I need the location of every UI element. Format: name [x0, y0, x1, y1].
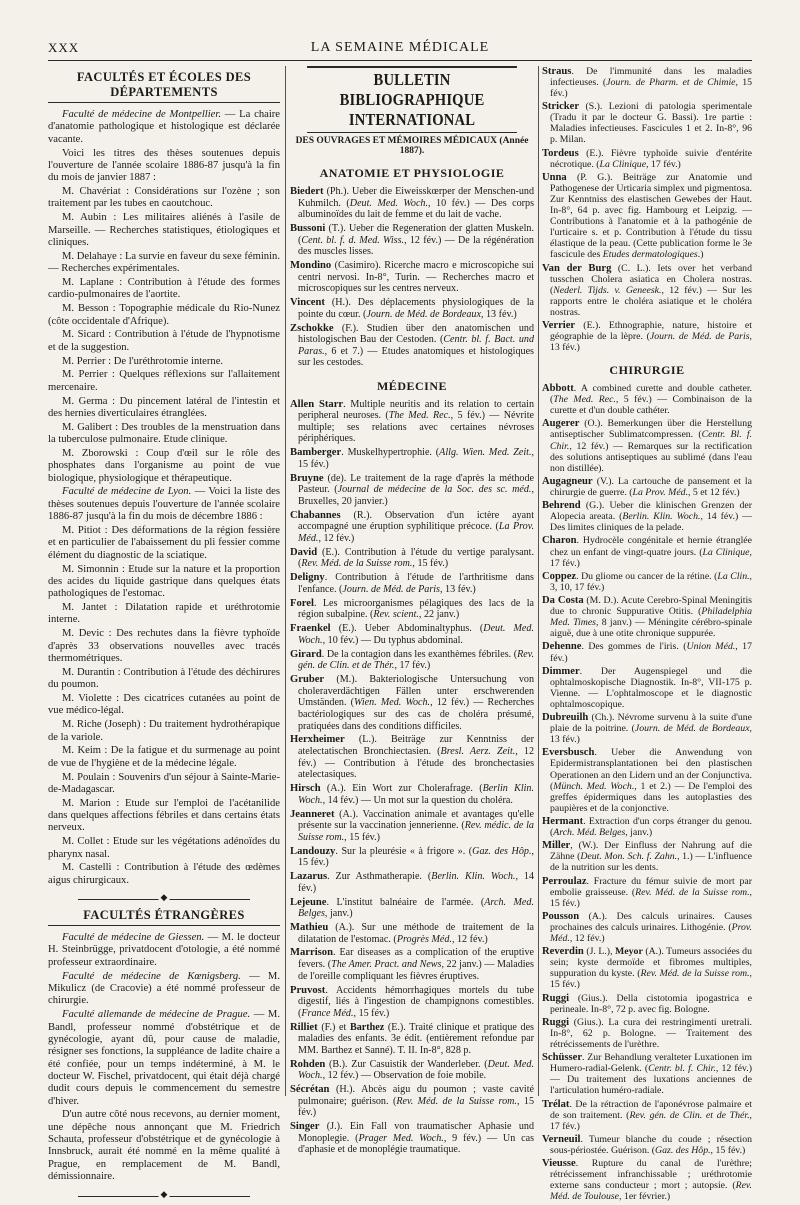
- entry-author: Dehenne: [542, 641, 582, 653]
- bibliography-entry: [542, 383, 752, 416]
- bibliography-entry: [542, 641, 752, 663]
- faculty-paragraph: M. Perrier : Quelques réflexions sur l'allaitement mercenaire.: [48, 369, 280, 393]
- faculty-paragraph: M. Violette : Des cicatrices cutanées au point de vue médico-légal.: [48, 692, 280, 717]
- entry-text: . Accidents hémorrhagiques mortels du tube digestif, liés à l'ingestion de champignons comestibles. (France Méd., 15 fév.): [298, 984, 534, 1019]
- faculty-paragraph: M. Collet : Etude sur les végétations adénoïdes du pharynx nasal.: [48, 836, 280, 860]
- faculty-paragraph: M. Zborowski : Coup d'œil sur le rôle des phosphates dans l'organisme au point de vue biologique, physiologique et thérapeutique.: [48, 447, 280, 484]
- entry-text: (T.). Ueber die Regeneration der glatten Muskeln. (Cent. bl. f. d. Med. Wiss., 12 fév.) — De la régénération des muscles lisses.: [298, 223, 534, 258]
- entry-author: Lejeune: [290, 896, 327, 908]
- entry-author: Lazarus: [290, 871, 328, 883]
- bibliography-entry: [542, 1017, 752, 1050]
- bibliography-entry: [290, 510, 534, 545]
- entry-text: (V.). La cartouche de pansement et la chirurgie de guerre. (La Prov. Méd., 5 et 12 fév.): [550, 475, 752, 498]
- bibliography-entry: [290, 1059, 534, 1082]
- journal-title: LA SEMAINE MÉDICALE: [310, 40, 490, 55]
- bibliography-entry: [542, 172, 752, 260]
- entry-text: (Gius.). La cura dei restringimenti uretrali. In-8°, 62 p. Bologne. — Traitement des rétrécissements de l'urèthre.: [550, 1016, 752, 1050]
- entry-author: Schüsser: [542, 1052, 583, 1064]
- entry-author: Zschokke: [290, 322, 334, 334]
- bibliography-entry: [542, 476, 752, 498]
- bibliography-entry: [542, 1134, 752, 1156]
- bibliography-entry: [290, 547, 534, 570]
- entry-author: Fraenkel: [290, 623, 331, 635]
- entry-text: . De l'immunité dans les maladies infectieuses. (Journ. de Pharm. et de Chimie, 15 fév.): [550, 66, 752, 100]
- entry-author: Trélat: [542, 1098, 570, 1110]
- entry-author: Miller: [542, 840, 571, 852]
- entry-text: (A.). Vaccination animale et avantages qu'elle présente sur la vaccination jennerienne. (Rev. médic. de la Suisse rom., 15 fév.): [298, 808, 534, 843]
- category-medecine-list: [290, 399, 534, 1156]
- entry-text: . Des gommes de l'iris. (Union Méd., 17 fév.): [550, 641, 752, 664]
- bibliography-entry: [542, 535, 752, 568]
- faculty-paragraph: Faculté de médecine de Kœnigsberg. — M. Mikulicz (de Cracovie) a été nommé professeur de chirurgie.: [48, 970, 280, 1007]
- bibliography-entry: [290, 1022, 534, 1057]
- entry-text: . A combined curette and double catheter. (The Med. Rec., 5 fév.) — Combinaison de la curette et d'un double cathéter.: [550, 383, 752, 417]
- entry-text: (E.). Contribution à l'étude du vertige paralysant. (Rev. Méd. de la Suisse rom., 15 fév.): [298, 546, 534, 570]
- entry-author: Rohden: [290, 1058, 326, 1070]
- entry-author: Verneuil: [542, 1133, 581, 1145]
- entry-text: (R.). Observation d'un ictère ayant accompagné une éruption syphilitique précoce. (La Prov. Méd., 12 fév.): [298, 509, 534, 544]
- faculty-paragraph: Faculté de médecine de Montpellier. — La chaire d'anatomie pathologique et histologique est déclarée vacante.: [48, 109, 281, 145]
- faculty-paragraph: M. Perrier : De l'uréthrotomie interne.: [62, 355, 224, 367]
- entry-text: (Ph.). Ueber die Eiweisskœrper der Menschen-und Kuhmilch. (Deut. Med. Woch., 10 fév.) — Des corps albuminoïdes du lait de femme et du lait de vache.: [298, 186, 535, 221]
- bibliography-entry: [290, 1121, 534, 1156]
- entry-text: (C. L.). Iets over het verband tusschen Cholera asiatica en Cholera nostras. (Nederl. Tijds. v. Geneesk., 12 fév.) — Sur les rapports entre le choléra asiatique et le choléra nostras.: [550, 262, 752, 318]
- bibliography-entry: [290, 809, 534, 844]
- faculty-paragraph: M. Laplane : Contribution à l'étude des formes cardio-pulmonaires de l'aortite.: [48, 276, 280, 301]
- entry-author: Biedert: [290, 186, 324, 197]
- entry-author: Augagneur: [542, 475, 593, 487]
- entry-text: . Multiple neuritis and its relation to certain peripheral neuroses. (The Med. Rec., 5 fév.) — Névrite multiple; ses relations avec certaines névroses périphériques.: [298, 398, 534, 445]
- section-divider: [78, 896, 250, 902]
- entry-text: . Sur la pleurésie « à frigore ». (Gaz. des Hôp., 15 fév.): [298, 845, 534, 869]
- entry-author: Stricker: [542, 101, 580, 113]
- bibliography-entry: [290, 186, 534, 221]
- faculty-paragraph: M. Marion : Etude sur l'emploi de l'acétanilide dans quelques affections fébriles et dans certains états nerveux.: [48, 797, 280, 834]
- entry-author: Vincent: [290, 297, 325, 309]
- bibliography-entry: [290, 399, 534, 445]
- bibliography-entry: [290, 260, 534, 295]
- entry-text: . Tumeur blanche du coude ; résection sous-périostée. Guérison. (Gaz. des Hôp., 15 fév.): [550, 1133, 752, 1156]
- section-etrangeres-body: [48, 932, 280, 1183]
- entry-text: (S.). Lezioni di patologia sperimentale (Tradu it par le docteur G. Bassi). 1re partie : Maladies infectieuses. Fascicules 1 et 2. In-8°, 96 p. Milan.: [550, 101, 752, 146]
- faculty-paragraph: D'un autre côté nous recevons, au dernier moment, une dépêche nous annonçant que M. Friedrich Schauta, professeur d'obstétrique et de gynécologie à Innsbruck, aurait été nommé en la même qualité à Prague, en remplacement de M. Bandl, démissionnaire.: [48, 1109, 280, 1183]
- bibliography-entry: [290, 783, 534, 806]
- entry-text: . L'institut balnéaire de l'armée. (Arch. Med. Belges, janv.): [298, 896, 534, 920]
- category-title-medecine: MÉDECINE: [376, 378, 447, 393]
- bibliography-entry: [290, 598, 534, 621]
- entry-author: Vieusse: [542, 1158, 576, 1170]
- entry-text: . Muskelhypertrophie. (Allg. Wien. Med. Zeit., 15 fév.): [298, 447, 535, 470]
- entry-author: Bamberger: [290, 447, 342, 459]
- entry-author: Bussoni: [290, 223, 326, 235]
- bibliography-entry: [290, 473, 534, 508]
- bibliography-entry: [542, 946, 752, 990]
- entry-text: (B.). Zur Casuistik der Wanderleber. (Deut. Med. Woch., 12 fév.) — Observation de foie mobile.: [298, 1058, 534, 1082]
- entry-author: Mondino: [290, 260, 332, 272]
- bibliography-entry: [542, 101, 752, 145]
- bibliography-entry: [542, 148, 752, 170]
- entry-author: Reverdin: [542, 946, 584, 958]
- entry-author: Charon: [542, 535, 577, 547]
- entry-author: Deligny: [290, 572, 325, 584]
- entry-text: (O.). Bemerkungen über die Herstellung antiseptischer Sublimatcompressen. (Centr. Bl. f. Chir., 12 fév.) — Remarques sur la rectification des solutions antiseptiques au sublimé (dans l'eau non distillée).: [550, 418, 753, 474]
- entry-author: Girard: [290, 648, 322, 660]
- bibliography-entry: [290, 947, 534, 982]
- faculty-paragraph: M. Chavériat : Considérations sur l'ozène ; son traitement par les tubes en caoutchouc.: [48, 186, 280, 210]
- bibliography-entry: [542, 320, 752, 353]
- bibliography-entry: [290, 572, 534, 595]
- entry-text: . De la contagion dans les exanthèmes fébriles. (Rev. gén. de Clin. et de Thér., 17 fév.): [298, 648, 534, 672]
- faculty-paragraph: Faculté de médecine de Lyon. — Voici la liste des thèses soutenues depuis l'ouverture de l'année scolaire 1886-87 jusqu'à la fin du mois de décembre 1886 :: [48, 486, 280, 523]
- entry-text: (H.). Des déplacements physiologiques de la pointe du cœur. (Journ. de Méd. de Bordeaux, 13 fév.): [298, 297, 534, 320]
- bibliography-entry: [542, 595, 752, 639]
- entry-author: Coppez: [542, 570, 577, 582]
- entry-text: (A.). Des calculs urinaires. Causes prochaines des calculs urinaires. Lithogénie. (Prov. Méd., 12 fév.): [550, 910, 752, 944]
- category-title-chirurgie: CHIRURGIE: [609, 363, 685, 378]
- entry-author: Perroulaz: [542, 875, 587, 887]
- faculty-paragraph: M. Aubin : Les militaires aliénés à l'asile de Marseille. — Recherches statistiques, étiologiques et cliniques.: [48, 212, 280, 248]
- category-anatomie-list: [290, 186, 534, 369]
- entry-text: . Der Augenspiegel und die ophtalmoskopische Diagnostik. In-8°, VII-175 p. Vienne. — L'ophtalmoscope et le diagnostic ophtalmoscopique.: [550, 665, 752, 710]
- entry-author: Dubreuilh: [542, 712, 589, 724]
- faculty-paragraph: M. Castelli : Contribution à l'étude des œdèmes aigus chirurgicaux.: [48, 862, 280, 886]
- entry-text: (J. L.), Meyor (A.). Tumeurs associées du sein; kyste dermoïde et fibromes multiples, suppuration du kyste. (Rev. Méd. de la Suisse rom., 15 fév.): [550, 946, 752, 991]
- entry-author: Hermant: [542, 815, 584, 827]
- section-divider: [78, 1193, 250, 1199]
- bulletin-title: BULLETIN BIBLIOGRAPHIQUE INTERNATIONAL: [307, 66, 517, 133]
- page-number: XXX: [48, 40, 80, 55]
- entry-author: Dimmer: [542, 665, 580, 677]
- bibliography-entry: [542, 66, 752, 99]
- faculty-paragraph: M. Besson : Topographie médicale du Rio-Nunez (côte occidentale d'Afrique).: [48, 303, 280, 327]
- entry-text: (M. D.). Acute Cerebro-Spinal Meningitis due to chronic Suppurative Otitis. (Philadelphia Med. Times, 8 janv.) — Méningite cérébro-spinale aiguë, due à une otite chronique suppurée.: [550, 595, 753, 640]
- bibliography-entry: [290, 674, 534, 732]
- bibliography-entry: [290, 871, 534, 894]
- faculty-paragraph: M. Poulain : Souvenirs d'un séjour à Sainte-Marie-de-Madagascar.: [48, 771, 280, 795]
- bibliography-entry: [542, 816, 752, 838]
- entry-text: (F.) et Barthez (E.). Traité clinique et pratique des maladies des enfants. 3e édit. (entièrement refondue par MM. Barthez et Sanné). T. II. In-8°, 828 p.: [298, 1021, 534, 1056]
- bibliography-entry: [542, 840, 752, 873]
- entry-text: , (W.). Der Einfluss der Nahrung auf die Zähne (Deut. Mon. Sch. f. Zahn., 1.) — L'influence de la nutrition sur les dents.: [550, 840, 752, 874]
- faculty-paragraph: Voici les titres des thèses soutenues depuis l'ouverture de l'année scolaire 1886-87 jusqu'à la fin du mois de janvier 1887 :: [48, 147, 280, 184]
- entry-author: Allen Starr: [290, 398, 344, 410]
- faculty-paragraph: Faculté allemande de médecine de Prague. — M. Bandl, professeur nommé d'obstétrique et de gynécologie, ayant dû, pour cause de maladie, résigner ses fonctions, la suppléance de ladite chaire a été confiée, pour un temps indéterminé, à M. le docteur W. Fischel, privatdocent, qui était déjà chargé dudit cours depuis le commencement du semestre d'hiver.: [48, 1009, 280, 1107]
- entry-author: Hirsch: [290, 783, 321, 795]
- bibliography-entry: [290, 223, 534, 258]
- bibliography-entry: [542, 263, 752, 318]
- entry-author: Ruggi: [542, 1016, 570, 1028]
- bibliography-entry: [290, 985, 534, 1020]
- bibliography-entry: [290, 447, 534, 470]
- bulletin-subtitle: DES OUVRAGES ET MÉMOIRES MÉDICAUX (Année 1887).: [295, 136, 529, 156]
- entry-text: . Les microorganismes pélagiques des lacs de la région subalpine. (Rev. scient., 22 janv.): [298, 597, 534, 621]
- entry-author: Pousson: [542, 910, 580, 922]
- entry-text: . Ear diseases as a complication of the eruptive fevers. (The Amer. Pract. and News, 22 janv.) — Maladies de l'oreille compliquant les fièvres éruptives.: [298, 947, 534, 982]
- entry-author: Landouzy: [290, 845, 336, 857]
- entry-author: Marrison: [290, 947, 333, 959]
- bibliography-entry: [290, 297, 534, 320]
- section-title-etrangeres: FACULTÉS ÉTRANGÈRES: [48, 908, 280, 926]
- medecine-continued-list: [542, 66, 752, 353]
- entry-text: . Fracture du fémur suivie de mort par embolie graisseuse. (Rev. Méd. de la Suisse rom., 15 fév.): [550, 875, 752, 909]
- entry-author: Bruyne: [290, 472, 324, 484]
- entry-text: (M.). Bakteriologische Untersuchung von choleraverdächtigen Fällen unter erschwerenden Umständen. (Wien. Med. Woch., 12 fév.) — Recherches bactériologiques sur des cas de choléra présumé, pratiquées dans des conditions difficiles.: [298, 674, 534, 732]
- entry-text: . Du gliome ou cancer de la rétine. (La Clin., 3, 10, 17 fév.): [550, 570, 752, 593]
- bibliography-entry: [542, 666, 752, 710]
- entry-author: Da Costa: [542, 595, 584, 607]
- bibliography-entry: [542, 747, 752, 813]
- entry-text: (H.). Abcès aigu du poumon ; vaste cavité pulmonaire; guérison. (Rev. Méd. de la Suisse rom., 15 fév.): [298, 1084, 534, 1119]
- column-bulletin: [290, 66, 534, 1158]
- entry-text: (de). Le traitement de la rage d'après la méthode Pasteur. (Journal de médecine de la Soc. des sc. méd., Bruxelles, 20 janvier.): [298, 472, 534, 507]
- entry-author: Verrier: [542, 319, 576, 331]
- entry-author: Gruber: [290, 674, 325, 686]
- entry-text: (A.). Ein Wort zur Cholerafrage. (Berlin Klin. Woch., 14 fév.) — Un mot sur la question du choléra.: [298, 783, 534, 806]
- column-faculties: [48, 66, 280, 1205]
- entry-author: Behrend: [542, 500, 581, 512]
- entry-text: (E.). Ethnographie, nature, histoire et géographie de la lèpre. (Journ. de Méd. de Paris, 13 fév.): [550, 319, 752, 354]
- faculty-paragraph: M. Jantet : Dilatation rapide et uréthrotomie interne.: [48, 602, 280, 626]
- bibliography-entry: [290, 1084, 534, 1119]
- entry-author: Eversbusch: [542, 747, 595, 759]
- faculty-paragraph: M. Devic : Des rechutes dans la fièvre typhoïde d'après 33 observations nouvelles avec tracés thermométriques.: [48, 628, 280, 664]
- entry-author: Jeanneret: [290, 808, 335, 820]
- entry-author: Singer: [290, 1121, 320, 1133]
- entry-author: Chabannes: [290, 509, 341, 521]
- entry-author: Straus: [542, 66, 572, 77]
- entry-text: (F.). Studien über den anatomischen und histologischen Bau der Cestoden. (Centr. bl. f. Bact. und Paras., 6 et 7.) — Etudes anatomiques et histologiques sur les cestodes.: [298, 322, 534, 369]
- entry-text: (G.). Ueber die klinischen Grenzen der Alopecia areata. (Berlin. Klin. Woch., 14 fév.) — Des limites cliniques de la pelade.: [550, 500, 752, 534]
- entry-text: (L.). Beiträge zur Kenntniss der atelectatischen Bronchiectasien. (Bresl. Aerz. Zeit., 12 fév.) — Contribution à l'étude des bronchectasies atelectasiques.: [298, 734, 535, 781]
- entry-text: (E.). Ueber Abdominaltyphus. (Deut. Med. Woch., 10 fév.) — Du typhus abdominal.: [298, 623, 534, 646]
- faculty-paragraph: M. Sicard : Contribution à l'étude de l'hypnotisme et de la suggestion.: [48, 329, 280, 353]
- bibliography-entry: [542, 1052, 752, 1096]
- entry-text: . Zur Behandlung veralteter Luxationen im Humero-radial-Gelenk. (Centr. bl. f. Chir., 12 fév.) — Du traitement des luxations anciennes de l'articulation huméro-radiale.: [550, 1052, 752, 1097]
- bibliography-entry: [542, 876, 752, 909]
- entry-text: . Hydrocèle congénitale et hernie étranglée chez un enfant de vingt-quatre jours. (La Clinique, 17 fév.): [550, 535, 752, 569]
- faculty-paragraph: M. Keim : De la fatigue et du surmenage au point de vue de l'hygiène et de la médecine légale.: [48, 745, 280, 769]
- faculty-paragraph: M. Germa : Du pincement latéral de l'intestin et des hernies diverticulaires étranglées.: [48, 395, 280, 419]
- bibliography-entry: [542, 1158, 752, 1202]
- entry-author: Unna: [542, 171, 567, 183]
- section-title-departements: FACULTÉS ET ÉCOLES DES DÉPARTEMENTS: [48, 70, 280, 103]
- entry-author: Mathieu: [290, 921, 329, 933]
- bibliography-entry: [290, 323, 534, 369]
- column-bulletin-continued: [542, 66, 752, 1205]
- entry-text: (Gius.). Della cistotomia ipogastrica e perineale. In-8°, 72 p. avec fig. Bologne.: [550, 992, 752, 1015]
- faculty-paragraph: M. Galibert : Des troubles de la menstruation dans la tuberculose pulmonaire. Etude clinique.: [48, 421, 280, 446]
- faculty-paragraph: M. Simonnin : Etude sur la nature et la proportion des acides du liquide gastrique dans quelques états pathologiques de l'estomac.: [48, 563, 280, 600]
- entry-author: Herxheimer: [290, 734, 345, 746]
- bibliography-entry: [290, 922, 534, 945]
- faculty-paragraph: M. Delahaye : La survie en faveur du sexe féminin. — Recherches expérimentales.: [48, 250, 280, 275]
- section-departements-body: [48, 109, 280, 887]
- entry-author: Tordeus: [542, 147, 579, 159]
- entry-text: . Zur Asthmatherapie. (Berlin. Klin. Woch., 14 fév.): [298, 871, 535, 894]
- faculty-paragraph: M. Durantin : Contribution à l'étude des déchirures du poumon.: [48, 666, 280, 691]
- bibliography-entry: [542, 1099, 752, 1132]
- entry-author: Augerer: [542, 418, 580, 430]
- category-chirurgie-list: [542, 383, 752, 1202]
- bibliography-entry: [542, 911, 752, 944]
- entry-text: (A.). Sur une méthode de traitement de la dilatation de l'estomac. (Progrès Méd., 12 fév.): [298, 921, 534, 945]
- faculty-paragraph: M. Pitiot : Des déformations de la région fessière et en particulier de l'abaissement du pli fessier comme élément du diagnostic de la sciatique.: [48, 525, 280, 561]
- entry-text: (E.). Fièvre typhoïde suivie d'entérite nécrotique. (La Clinique, 17 fév.): [550, 147, 752, 170]
- entry-author: Forel: [290, 597, 314, 609]
- entry-author: David: [290, 546, 318, 558]
- bibliography-entry: [290, 734, 534, 780]
- entry-text: . Extraction d'un corps étranger du genou. (Arch. Méd. Belges, janv.): [550, 815, 752, 838]
- entry-text: (J.). Ein Fall von traumatischer Aphasie und Monoplegie. (Prager Med. Woch., 9 fév.) — Un cas d'aphasie et de monoplégie traumatique.: [298, 1121, 534, 1156]
- entry-text: . Rupture du canal de l'urèthre; rétrécissement infranchissable ; uréthrotomie externe sans conducteur ; mort ; autopsie. (Rev. Méd. de Toulouse, 1er février.): [550, 1158, 752, 1203]
- bibliography-entry: [290, 649, 534, 672]
- entry-text: . De la rétraction de l'aponévrose palmaire et de son traitement. (Rev. gén. de Clin. et de Thér., 17 fév.): [550, 1098, 752, 1132]
- faculty-paragraph: M. Riche (Joseph) : Du traitement hydrothérapique de la variole.: [48, 719, 280, 743]
- bibliography-entry: [290, 623, 534, 646]
- entry-author: Van der Burg: [542, 262, 612, 274]
- page-header: [48, 38, 752, 61]
- bibliography-entry: [542, 993, 752, 1015]
- column-rule: [285, 66, 286, 1096]
- column-rule: [538, 66, 539, 1096]
- entry-text: (Casimiro). Ricerche macro e microscopiche sui centri nervosi. In-8°, Turin. — Recherches macro et microscopiques sur les centres nerveux.: [298, 260, 534, 295]
- entry-text: . Ueber die Anwendung von Epidermistransplantationen bei den plastischen Operationen an den Lidern und an der Conjunctiva. (Münch. Med. Woch., 1 et 2.) — De l'emploi des greffes épidermiques dans les autoplasties des paupières et de la conjonctive.: [550, 747, 753, 814]
- category-title-anatomie: ANATOMIE ET PHYSIOLOGIE: [319, 166, 505, 180]
- entry-text: (Ch.). Névrome survenu à la suite d'une plaie de la poitrine. (Journ. de Méd. de Bordeaux, 13 fév.): [550, 712, 752, 746]
- bibliography-entry: [542, 418, 752, 473]
- entry-author: Rilliet: [290, 1021, 318, 1033]
- faculty-paragraph: Faculté de médecine de Giessen. — M. le docteur H. Steinbrügge, privatdocent d'otologie, a été nommé professeur extraordinaire.: [48, 932, 280, 968]
- entry-author: Ruggi: [542, 992, 570, 1004]
- entry-author: Abbott: [542, 383, 574, 395]
- bibliography-entry: [542, 500, 752, 533]
- entry-text: . Contribution à l'étude de l'arthritisme dans l'enfance. (Journ. de Méd. de Paris, 13 fév.): [298, 572, 534, 595]
- bibliography-entry: [290, 897, 534, 920]
- entry-author: Sécrétan: [290, 1084, 330, 1096]
- entry-text: (P. G.). Beiträge zur Anatomie und Pathogenese der Urticaria simplex und pigmentosa. Zur Kenntniss des elastischen Gewebes der Haut. In-8°, 64 p. avec fig. Hambourg et Leipzig. — Contributions à l'anatomie et à la pathogénie de l'urticaire s. et p. Contribution à l'étude du tissu élastique de la peau. (Cette publication forme le 3e fascicule des Etudes dermatologiques.): [550, 171, 752, 261]
- entry-author: Pruvost: [290, 984, 326, 996]
- bibliography-entry: [542, 712, 752, 745]
- bibliography-entry: [542, 571, 752, 593]
- bibliography-entry: [290, 846, 534, 869]
